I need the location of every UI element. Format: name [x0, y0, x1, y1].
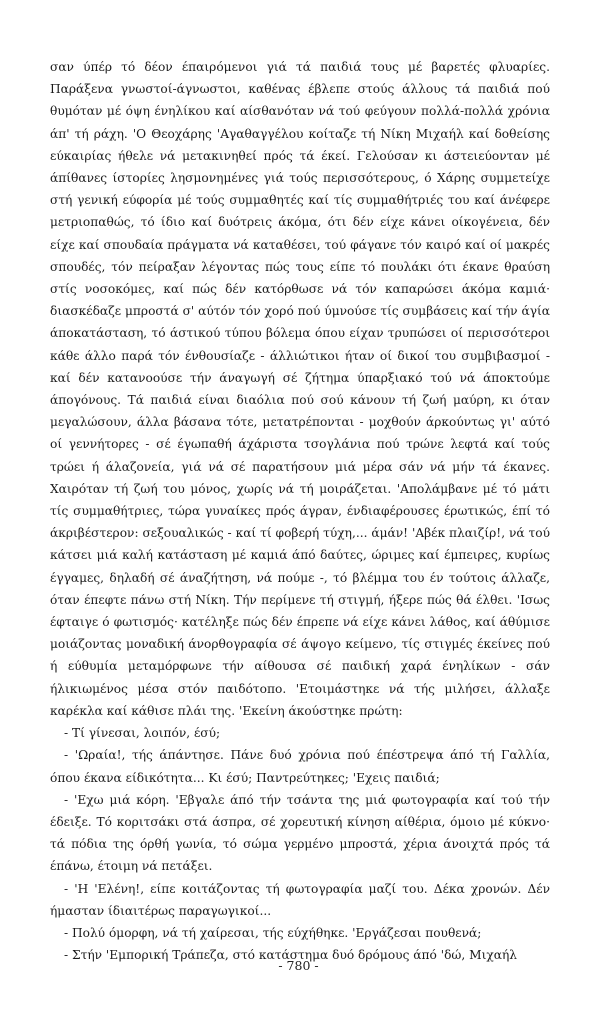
- dialogue-line: - Πολύ όμορφη, νά τή χαίρεσαι, τής εύχήθηκε. 'Εργάζεσαι πουθενά;: [64, 925, 482, 940]
- dialogue-line: - 'Ωραία!, τής άπάντησε. Πάνε δυό χρόνια πού έπέστρεψα άπό τή Γαλλία, όπου έκανα είδικότητα... Κι έσύ; Παντρεύτηκες; 'Εχεις παιδιά;: [50, 748, 550, 785]
- paragraph-main: σαν ύπέρ τό δέον έπαιρόμενοι γιά τά παιδιά τους μέ βαρετές φλυαρίες. Παράξενα γνωστοί-άγνωστοι, καθένας έβλεπε στούς άλλους τά παιδιά πού θυμόταν μέ όψη ένηλίκου καί αίσθανόταν νά τού φεύγουν πολλά-πολλά χρόνια άπ' τή ράχη. 'Ο Θεοχάρης 'Αγαθαγγέλου κοίταζε τή Νίκη Μιχαήλ καί δοθείσης εύκαιρίας ήθελε νά μετακινηθεί πρός τά έκεί. Γελούσαν κι άστειεύονταν μέ άπίθανες ίστορίες λησμονημένες γιά τούς περισσότερους, ό Χάρης συμμετείχε στή γενική εύφορία μέ τούς συμμαθητές καί τίς συμμαθήτριές του καί άνέφερε μετριοπαθώς, τό ίδιο καί δυότρεις άκόμα, ότι δέν είχε κάνει οίκογένεια, δέν είχε καί σπουδαία πράγματα νά καταθέσει, τού φάγανε τόν καιρό καί οί μακρές σπουδές, τόν πείραξαν λέγοντας πώς τους είπε τό πουλάκι ότι έκανε θραύση στίς νοσοκόμες, καί πώς δέν κατόρθωσε νά τόν καπαρώσει άκόμα καμιά· διασκέδαζε μπροστά σ' αύτόν τόν χορό πού ύμνούσε τίς συμβάσεις καί τήν άγία άποκατάσταση, τό άστικού τύπου βόλεμα όπου είχαν τρυπώσει οί περισσότεροι κάθε άλλο παρά τόν ένθουσίαζε - άλλιώτικοι ήταν οί δικοί του συμβιβασμοί - καί δέν κατανοούσε τήν άναγωγή σέ ζήτημα ύπαρξιακό τού νά άποκτούμε άπογόνους. Τά παιδιά είναι διαόλια πού σού κάνουν τή ζωή μαύρη, κι όταν μεγαλώσουν, άλλα βάσανα τότε, μετατρέπονται - μοχθούν άρκούντως γι' αύτό οί γεννήτορες - σέ έγωπαθή άχάριστα τσογλάνια πού τρώνε λεφτά καί τούς τρώει ή άλαζονεία, γιά νά σέ παρατήσουν μιά μέρα σάν νά μήν τά έκανες. Χαιρόταν τή ζωή του μόνος, χωρίς νά τή μοιράζεται. 'Απολάμβανε μέ τό μάτι τίς συμμαθήτριες, τώρα γυναίκες πρός άγραν, ένδιαφέρουσες έρωτικώς, έπί τό άκριβέστερον: σεξουαλικώς - καί τί φοβερή τύχη,... άμάν! 'Αβέκ πλαιζίρ!, νά τού κάτσει μιά καλή κατάσταση μέ καμιά άπό δαύτες, ώριμες καί έμπειρες, κυρίως έγγαμες, δηλαδή σέ άναζήτηση, νά πούμε -, τό βλέμμα του έν τούτοις άλλαζε, όταν έπεφτε πάνω στή Νίκη. Τήν περίμενε τή στιγμή, ήξερε πώς θά έλθει. 'Ισως έφταιγε ό φωτισμός· κατέληξε πώς δέν έπρεπε νά είχε κάνει λάθος, καί άθύμισε μοιάζοντας μοναδική άνορθογραφία σέ άψογο κείμενο, τίς στιγμές έκείνες πού ή εύθυμία μεταμόρφωνε τήν αίθουσα σέ παιδική χαρά ένηλίκων - σάν ήλικιωμένος μέσα στόν παιδότοπο. 'Ετοιμάστηκε νά τής μιλήσει, άλλαξε καρέκλα καί κάθισε πλάι της. 'Εκείνη άκούστηκε πρώτη:: [50, 60, 550, 718]
- dialogue-line: - Τί γίνεσαι, λοιπόν, έσύ;: [64, 726, 221, 741]
- page-body: [50, 56, 550, 966]
- dialogue-line: - Στήν 'Εμπορική Τράπεζα, στό κατάστημα δυό δρόμους άπό 'δώ, Μιχαήλ: [64, 948, 517, 963]
- dialogue-line: - 'Η 'Ελένη!, είπε κοιτάζοντας τή φωτογραφία μαζί του. Δέκα χρονών. Δέν ήμασταν ίδιαιτέρως παραγωγικοί...: [50, 881, 550, 918]
- dialogue-line: - 'Εχω μιά κόρη. 'Εβγαλε άπό τήν τσάντα της μιά φωτογραφία καί τού τήν έδειξε. Τό κοριτσάκι στά άσπρα, σέ χορευτική κίνηση αίθέρια, όμοιο μέ κύκνο· τά πόδια της όρθή γωνία, τό σώμα γερμένο μπροστά, χέρια άνοιχτά πρός τά έπάνω, έτοιμη νά πετάξει.: [50, 792, 550, 874]
- page-number: - 780 -: [278, 958, 319, 973]
